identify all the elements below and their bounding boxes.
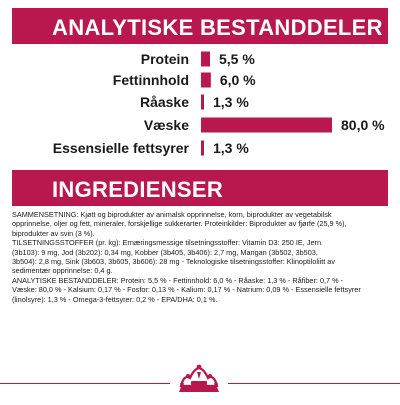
value-label: 6,0 % [219, 72, 256, 88]
ingredients-line: sedimentær opprinnelse: 0,4 g. [12, 266, 113, 276]
analysis-heading: ANALYTISKE BESTANDDELER [52, 15, 383, 40]
value-label: 80,0 % [341, 117, 385, 133]
category-label: Fettinnhold [112, 72, 189, 88]
ingredients-line: SAMMENSETNING: Kjøtt og biprodukter av animalsk opprinnelse, korn, biprodukter av vegetabilsk [12, 210, 332, 219]
ingredients-text [12, 210, 390, 304]
ingredients-line: 3b504): 2,8 mg, Sink (3b603, 3b605, 3b606): 28 mg - Teknologiske tilsetningsstoffer: Klinoptiloliitt av [12, 257, 336, 267]
ingredients-line: ANALYTISKE BESTANDDELER: Protein: 5,5 % - Fettinnhold: 6,0 % - Råaske: 1,3 % - Råfiber: 0,7 % - [12, 275, 344, 285]
value-label: 1,3 % [213, 94, 249, 110]
value-label: 5,5 % [219, 51, 255, 67]
ingredients-line: Væske: 80,0 % - Kalsium: 0,17 % - Fosfor: 0,13 % - Kalium: 0,17 % - Natrium: 0,09 % - Essensielle fettsyrer [12, 285, 361, 295]
analysis-banner [12, 8, 388, 44]
bar [201, 52, 210, 67]
bar [201, 118, 332, 133]
ingredients-line: biprodukter av svin (3 %). [12, 228, 95, 238]
ingredients-banner [12, 170, 388, 206]
bar [201, 73, 211, 88]
bar [201, 141, 204, 156]
bar [201, 95, 204, 110]
category-label: Essensielle fettsyrer [52, 140, 189, 156]
ingredients-heading: INGREDIENSER [52, 177, 224, 202]
category-label: Råaske [139, 94, 189, 110]
analysis-bar-chart [0, 44, 400, 170]
value-label: 1,3 % [213, 140, 249, 156]
ingredients-line: (3b103): 9 mg, Jod (3b202): 0,34 mg, Kobber (3b405, 3b406): 2,7 mg, Mangan (3b502, 3b503, [12, 247, 318, 257]
crown-icon [170, 362, 228, 400]
ingredients-line: TILSETNINGSSTOFFER (pr. kg): Ernæringsmessige tilsetningsstoffer: Vitamin D3: 250 IE, Jern [12, 238, 322, 248]
category-label: Væske [143, 117, 189, 133]
category-label: Protein [140, 51, 189, 67]
ingredients-line: (linolsyre): 1,3 % - Omega-3-fettsyrer: 0,2 % - EPA/DHA: 0,1 %. [12, 294, 218, 304]
crown-logo [170, 362, 228, 400]
ingredients-line: opprinnelse, oljer og fett, mineraler, forskjellige sukkerarter. Proteinkilder: Biprodukter av fjørfe (25,9 %), [12, 219, 347, 229]
